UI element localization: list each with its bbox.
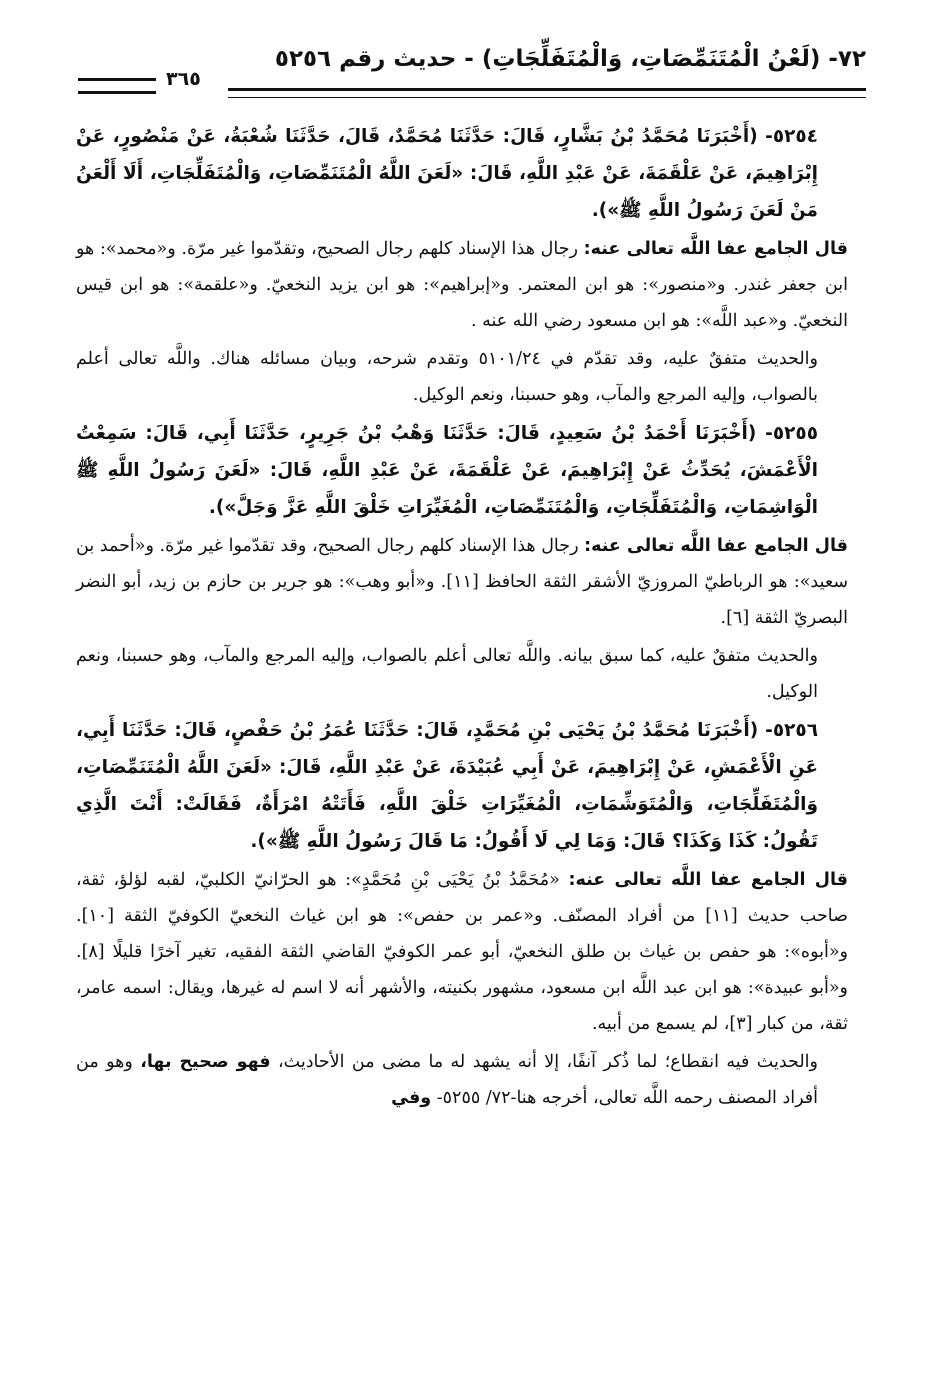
note-bold-1: فهو صحيح بها،: [140, 1052, 271, 1072]
commentary-text: رجال هذا الإسناد كلهم رجال الصحيح، وتقدّموا غير مرّة. و«محمد»: هو ابن جعفر غندر. و«منصور»: هو ابن المعتمر. و«إبراهيم»: هو ابن يزيد النخعيّ. و«علقمة»: هو ابن قيس النخعيّ. و«عبد اللَّه»: هو ابن مسعود رضي الله عنه .: [76, 239, 848, 331]
hadith-number: ٥٢٥٦-: [765, 720, 818, 741]
note-5254: [76, 341, 848, 413]
commentary-5255: [76, 528, 848, 636]
note-text: والحديث متفقٌ عليه، كما سبق بيانه. واللَّه تعالى أعلم بالصواب، وإليه المرجع والمآب، وهو حسبنا، ونعم الوكيل.: [76, 646, 818, 702]
hadith-5255: [76, 415, 848, 526]
hadith-text: (أَخْبَرَنَا مُحَمَّدُ بْنُ يَحْيَى بْنِ مُحَمَّدٍ، قَالَ: حَدَّثَنَا عُمَرُ بْنُ حَفْصٍ، قَالَ: حَدَّثَنَا أَبِي، عَنِ الْأَعْمَشِ، عَنْ إِبْرَاهِيمَ، عَنْ أَبِي عُبَيْدَةَ، عَنْ عَبْدِ اللَّهِ، قَالَ: «لَعَنَ اللَّهُ الْمُتَنَمِّصَاتِ، وَالْمُتَفَلِّجَاتِ، وَالْمُتَوَشِّمَاتِ، الْمُغَيِّرَاتِ خَلْقَ اللَّهِ، فَأَتَتْهُ امْرَأَةٌ، فَقَالَتْ: أَنْتَ الَّذِي تَقُولُ: كَذَا وَكَذَا؟ قَالَ: وَمَا لِي لَا أَقُولُ: مَا قَالَ رَسُولُ اللَّهِ ﷺ»).: [76, 720, 818, 852]
page-number: ٣٦٥: [166, 68, 201, 90]
page-header: [78, 40, 866, 100]
note-text: والحديث متفقٌ عليه، وقد تقدّم في ٥١٠١/٢٤ وتقدم شرحه، وبيان مسائله هناك. واللَّه تعالى أعلم بالصواب، وإليه المرجع والمآب، وهو حسبنا، ونعم الوكيل.: [76, 349, 818, 405]
commentary-5254: [76, 231, 848, 339]
note-bold-2: وفي: [391, 1088, 432, 1108]
header-rule-left: [78, 78, 156, 94]
chapter-title: ٧٢- (لَعْنُ الْمُتَنَمِّصَاتِ، وَالْمُتَفَلِّجَاتِ) - حديث رقم ٥٢٥٦: [274, 46, 866, 72]
hadith-number: ٥٢٥٥-: [765, 423, 818, 444]
note-5256: [76, 1044, 848, 1116]
commentary-lead: قال الجامع عفا اللَّه تعالى عنه:: [583, 239, 848, 259]
hadith-text: (أَخْبَرَنَا مُحَمَّدُ بْنُ بَشَّارٍ، قَالَ: حَدَّثَنَا مُحَمَّدٌ، قَالَ، حَدَّثَنَا شُعْبَةُ، عَنْ مَنْصُورٍ، عَنْ إِبْرَاهِيمَ، عَنْ عَلْقَمَةَ، عَنْ عَبْدِ اللَّهِ، قَالَ: «لَعَنَ اللَّهُ الْمُتَنَمِّصَاتِ، وَالْمُتَفَلِّجَاتِ، أَلَا أَلْعَنُ مَنْ لَعَنَ رَسُولُ اللَّهِ ﷺ»).: [76, 126, 818, 221]
note-text-start: والحديث فيه انقطاع؛ لما ذُكر آنفًا، إلا أنه يشهد له ما مضى من الأحاديث،: [278, 1052, 818, 1072]
header-rule-right: [228, 88, 866, 98]
commentary-lead: قال الجامع عفا اللَّه تعالى عنه:: [568, 870, 848, 890]
note-text-mid: وهو من أفراد المصنف رحمه اللَّه تعالى، أخرجه هنا-٧٢/ ٥٢٥٥-: [76, 1052, 818, 1108]
commentary-text: رجال هذا الإسناد كلهم رجال الصحيح، وقد تقدّموا غير مرّة. و«أحمد بن سعيد»: هو الرباطيّ المروزيّ الأشقر الثقة الحافظ [١١]. و«أبو وهب»: هو جرير بن حازم بن زيد، أبو النضر البصريّ الثقة [٦].: [76, 536, 848, 628]
hadith-text: (أَخْبَرَنَا أَحْمَدُ بْنُ سَعِيدٍ، قَالَ: حَدَّثَنَا وَهْبُ بْنُ جَرِيرٍ، حَدَّثَنَا أَبِي، قَالَ: سَمِعْتُ الْأَعْمَشَ، يُحَدِّثُ عَنْ إِبْرَاهِيمَ، عَنْ عَلْقَمَةَ، عَنْ عَبْدِ اللَّهِ، قَالَ: «لَعَنَ رَسُولُ اللَّهِ ﷺ الْوَاشِمَاتِ، وَالْمُتَفَلِّجَاتِ، وَالْمُتَنَمِّصَاتِ، الْمُغَيِّرَاتِ خَلْقَ اللَّهِ عَزَّ وَجَلَّ»).: [76, 423, 818, 518]
hadith-5256: [76, 712, 848, 860]
hadith-5254: [76, 118, 848, 229]
commentary-lead: قال الجامع عفا اللَّه تعالى عنه:: [584, 536, 848, 556]
commentary-5256: [76, 862, 848, 1042]
page-body: [76, 118, 848, 1118]
commentary-text: «مُحَمَّدُ بْنُ يَحْيَى بْنِ مُحَمَّدٍ»: هو الحرّانيّ الكلبيّ، لقبه لؤلؤ، ثقة، صاحب حديث [١١] من أفراد المصنّف. و«عمر بن حفص»: هو ابن غياث النخعيّ الكوفيّ الثقة [١٠]. و«أبوه»: هو حفص بن غياث بن طلق النخعيّ، أبو عمر الكوفيّ القاضي الثقة الفقيه، تغير آخرًا قليلًا [٨]. و«أبو عبيدة»: هو ابن عبد اللَّه ابن مسعود، مشهور بكنيته، والأشهر أنه لا اسم له غيرها، ويقال: اسمه عامر، ثقة، من كبار [٣]، لم يسمع من أبيه.: [76, 870, 848, 1034]
note-5255: [76, 638, 848, 710]
hadith-number: ٥٢٥٤-: [765, 126, 818, 147]
